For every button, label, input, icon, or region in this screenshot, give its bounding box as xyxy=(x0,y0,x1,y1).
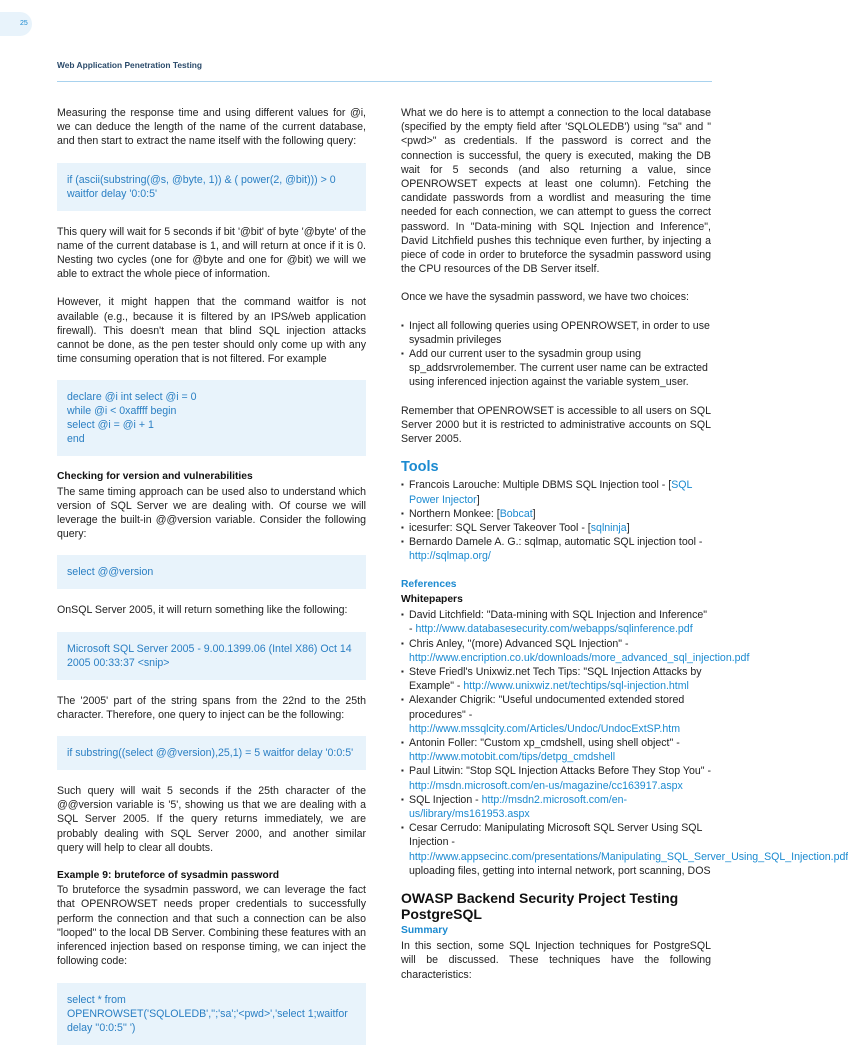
item-text: Chris Anley, "(more) Advanced SQL Injection" - xyxy=(409,637,629,650)
code-line: if substring((select @@version),25,1) = 5 waitfor delay '0:0:5' xyxy=(67,747,354,760)
list-item xyxy=(401,764,711,792)
reference-link[interactable]: http://www.appsecinc.com/presentations/Manipulating_SQL_Server_Using_SQL_Injection.pdf xyxy=(409,850,848,863)
paragraph: Such query will wait 5 seconds if the 25th character of the @@version variable is '5', showing us that we are dealing with a SQL Server 2005. If the query returns immediately, we are probably dealing with SQL Server 2000, and another similar query will help to clear all doubts. xyxy=(57,785,366,854)
paragraph: OnSQL Server 2005, it will return something like the following: xyxy=(57,604,348,617)
running-head: Web Application Penetration Testing xyxy=(57,60,203,70)
paragraph: In this section, some SQL Injection techniques for PostgreSQL will be discussed. These techniques have the following characteristics: xyxy=(401,940,711,981)
code-block xyxy=(57,163,366,211)
list-item xyxy=(401,478,711,506)
reference-link[interactable]: http://msdn.microsoft.com/en-us/magazine/cc163917.aspx xyxy=(409,779,683,792)
item-text: Antonin Foller: "Custom xp_cmdshell, using shell object" - xyxy=(409,736,680,749)
list-item xyxy=(401,637,750,665)
tool-link[interactable]: SQL Power Injector xyxy=(409,479,693,506)
list-item xyxy=(401,693,711,736)
code-line: if (ascii(substring(@s, @byte, 1)) & ( power(2, @bit))) > 0 xyxy=(67,173,336,186)
paragraph: To bruteforce the sysadmin password, we can leverage the fact that OPENROWSET needs proper credentials to successfully perform the connection and that such a connection can be also "looped" to the local DB Server. Combining these features with an inferenced injection based on response timing, we can inject the following code: xyxy=(57,884,366,968)
list-item: ▪ Add our current user to the sysadmin group using sp_addsrvrolemember. The current user name can be extracted using inferenced injection against the variable system_user. xyxy=(401,347,711,390)
list-item xyxy=(401,793,711,821)
paragraph: This query will wait for 5 seconds if bit '@bit' of byte '@byte' of the name of the current database is 1, and will return at once if it is 0. Nesting two cycles (one for @byte and one for @bit) we will we able to extract the whole piece of information. xyxy=(57,225,366,281)
paragraph: Remember that OPENROWSET is accessible to all users on SQL Server 2000 but it is restricted to administrative accounts on SQL Server 2005. xyxy=(401,404,711,446)
section-subheading: Example 9: bruteforce of sysadmin password xyxy=(57,870,280,882)
tool-link[interactable]: Bobcat xyxy=(499,507,533,520)
item-text: Bernardo Damele A. G.: sqlmap, automatic SQL injection tool - xyxy=(409,536,703,549)
reference-link[interactable]: http://www.motobit.com/tips/detpg_cmdshell xyxy=(409,751,616,764)
whitepapers-list xyxy=(401,608,848,878)
code-line: end xyxy=(67,433,85,446)
item-text: ] xyxy=(626,522,630,535)
tools-heading: Tools xyxy=(401,459,439,476)
code-line: while @i < 0xaffff begin xyxy=(67,405,177,418)
list-item xyxy=(401,521,711,535)
paragraph: The '2005' part of the string spans from the 22nd to the 25th character. Therefore, one query to inject can be the following: xyxy=(57,694,366,721)
paragraph: What we do here is to attempt a connection to the local database (specified by the empty field after 'SQLOLEDB') using "sa" and "<pwd>" as credentials. If the password is correct and the connection is successful, the query is executed, making the DB wait for 5 seconds (and also returning a value, since OPENROWSET expects at least one column). Fetching the candidate passwords from a wordlist and measuring the time needed for each connection, we can attempt to guess the correct password. In "Data-mining with SQL Injection and Inference", David Litchfield pushes this technique even further, by injecting a piece of code in order to bruteforce the sysadmin password using the CPU resources of the DB Server itself. xyxy=(401,107,711,276)
list-item xyxy=(401,608,711,636)
list-item xyxy=(401,535,711,563)
page-number: 25 xyxy=(20,20,28,27)
reference-link[interactable]: http://www.mssqlcity.com/Articles/Undoc/UndocExtSP.htm xyxy=(409,722,681,735)
list-item xyxy=(401,736,711,764)
code-block xyxy=(57,736,366,770)
list-item xyxy=(401,665,711,693)
code-line: select @@version xyxy=(67,566,154,579)
section-subheading: Checking for version and vulnerabilities xyxy=(57,471,253,483)
item-text: icesurfer: SQL Server Takeover Tool - [ xyxy=(409,522,591,535)
code-block xyxy=(57,380,366,456)
paragraph: The same timing approach can be used also to understand which version of SQL Server we are dealing with. Of course we will leverage the built-in @@version variable. Consider the following query: xyxy=(57,485,366,541)
references-heading: References xyxy=(401,578,457,590)
code-block xyxy=(57,555,366,589)
code-line: waitfor delay '0:0:5' xyxy=(67,187,158,200)
item-text: ] xyxy=(532,507,536,520)
item-text: Francois Larouche: Multiple DBMS SQL Injection tool - [ xyxy=(409,479,672,492)
list-item: ▪ Inject all following queries using OPENROWSET, in order to use sysadmin privileges xyxy=(401,319,711,347)
list-item xyxy=(401,507,711,521)
paragraph: Once we have the sysadmin password, we have two choices: xyxy=(401,291,689,304)
item-text: Steve Friedl's Unixwiz.net Tech Tips: "SQL Injection Attacks by Example" - xyxy=(409,665,702,693)
item-text: Cesar Cerrudo: Manipulating Microsoft SQL Server Using SQL Injection - xyxy=(409,822,703,849)
reference-link[interactable]: http://msdn2.microsoft.com/en-us/library/ms161953.aspx xyxy=(409,793,628,820)
tools-list xyxy=(401,478,711,563)
tool-link[interactable]: sqlninja xyxy=(590,522,627,535)
item-text: ] xyxy=(476,493,480,506)
page-number-tab xyxy=(0,12,32,36)
list-item xyxy=(401,821,848,878)
code-line: select @i = @i + 1 xyxy=(67,419,154,432)
item-text: Paul Litwin: "Stop SQL Injection Attacks Before They Stop You" - xyxy=(409,765,711,778)
paragraph: However, it might happen that the command waitfor is not available (e.g., because it is filtered by an IPS/web application firewall). This doesn't mean that blind SQL injection attacks cannot be done, as the pen tester should only come up with any time consuming operation that is not filtered. For example xyxy=(57,296,366,366)
whitepapers-heading: Whitepapers xyxy=(401,593,463,605)
item-text: uploading files, getting into internal network, port scanning, DOS xyxy=(409,864,711,877)
code-line: select * from OPENROWSET('SQLOLEDB','';'sa';'<pwd>','select 1;waitfor delay ''0:0:5'' ') xyxy=(67,993,351,1034)
code-line: declare @i int select @i = 0 xyxy=(67,391,197,404)
code-block xyxy=(57,632,366,680)
reference-link[interactable]: http://www.databasesecurity.com/webapps/sqlinference.pdf xyxy=(415,623,693,636)
choices-list xyxy=(401,319,711,390)
reference-link[interactable]: http://www.encription.co.uk/downloads/more_advanced_sql_injection.pdf xyxy=(409,651,750,664)
header-divider xyxy=(57,81,712,82)
reference-link[interactable]: http://www.unixwiz.net/techtips/sql-injection.html xyxy=(463,680,689,693)
left-column xyxy=(57,106,366,1059)
right-column xyxy=(401,106,848,996)
summary-heading: Summary xyxy=(401,924,448,936)
item-text: Northern Monkee: [ xyxy=(409,507,500,520)
item-text: SQL Injection - xyxy=(409,793,482,806)
item-text: David Litchfield: "Data-mining with SQL Injection and Inference" - xyxy=(409,609,708,636)
tool-link[interactable]: http://sqlmap.org/ xyxy=(409,550,491,563)
code-line: Microsoft SQL Server 2005 - 9.00.1399.06 (Intel X86) Oct 14 2005 00:33:37 <snip> xyxy=(67,642,355,669)
code-block xyxy=(57,983,366,1045)
paragraph: Measuring the response time and using different values for @i, we can deduce the length of the name of the current database, and then start to extract the name itself with the following query: xyxy=(57,107,366,148)
section-heading: OWASP Backend Security Project Testing PostgreSQL xyxy=(401,889,679,922)
item-text: Alexander Chigrik: "Useful undocumented extended stored procedures" - xyxy=(409,694,685,721)
